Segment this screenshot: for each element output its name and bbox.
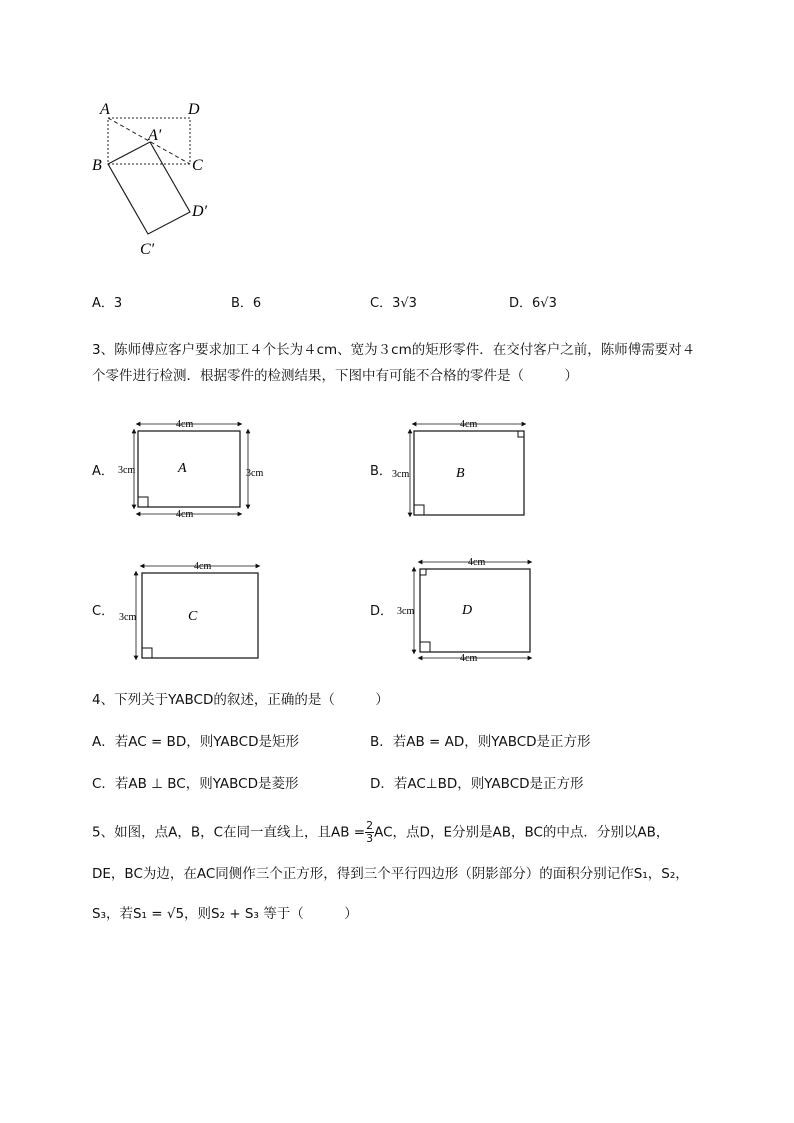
dim-left-label: 3cm: [392, 469, 410, 480]
rect-b: [414, 431, 524, 515]
q3-figure-d: [392, 552, 542, 664]
right-angle-mark-top: [420, 569, 426, 575]
label-D-prime: D′: [192, 203, 208, 220]
rect-a: [138, 431, 240, 507]
q2-option-a[interactable]: A．3: [92, 296, 123, 311]
q5-line3: S₃，若S₁ = √5，则S₂ + S₃ 等于（ ）: [92, 906, 358, 922]
rect-c: [142, 573, 258, 658]
q2-option-b[interactable]: B．6: [231, 296, 262, 311]
fig-letter-a: A: [178, 461, 187, 476]
q2-option-c-value: 3√3: [392, 296, 417, 311]
q5-line1: [92, 820, 669, 845]
label-A-prime: A′: [148, 127, 162, 144]
right-angle-mark: [142, 648, 152, 658]
dim-top-label: 4cm: [460, 419, 478, 430]
q3-figure-a: [114, 414, 274, 522]
q2-option-c-label: C．: [370, 296, 393, 311]
fraction-two-thirds: [365, 820, 374, 845]
q5-line1-part1: 5、如图，点A，B，C在同一直线上，且AB =: [92, 824, 366, 841]
right-angle-mark-top: [518, 431, 524, 437]
rect-d: [420, 569, 530, 652]
dim-top-label: 4cm: [176, 419, 194, 430]
fig-letter-d: D: [462, 603, 473, 618]
dim-left-label: 3cm: [118, 465, 136, 476]
right-angle-mark-bottom: [414, 505, 424, 515]
q3-stem-line1: 3、陈师傅应客户要求加工４个长为４cm、宽为３cm的矩形零件．在交付客户之前，陈师傅需要对４: [92, 342, 696, 358]
fraction-numerator: 2: [366, 819, 374, 832]
q5-line2: DE，BC为边，在AC同侧作三个正方形，得到三个平行四边形（阴影部分）的面积分别记作S₁，S₂，: [92, 866, 689, 882]
q4-option-b[interactable]: B．若AB = AD，则YABCD是正方形: [370, 734, 591, 750]
dim-bottom-label: 4cm: [176, 509, 194, 520]
label-A: A: [100, 101, 110, 118]
fig-letter-c: C: [188, 609, 198, 624]
q3-option-c-label[interactable]: C．: [92, 604, 115, 619]
fraction-denominator: 3: [366, 832, 374, 845]
q4-option-d[interactable]: D．若AC⊥BD，则YABCD是正方形: [370, 776, 584, 792]
dim-left-label: 3cm: [397, 606, 415, 617]
dim-top-label: 4cm: [194, 561, 212, 572]
label-C-prime: C′: [140, 241, 155, 258]
q3-option-b-label[interactable]: B．: [370, 464, 392, 479]
fig-letter-b: B: [456, 466, 465, 481]
q2-figure: [86, 96, 226, 260]
q5-line1-part2: AC，点D，E分别是AB，BC的中点．分别以AB，: [374, 824, 670, 841]
q2-option-c[interactable]: [370, 292, 417, 311]
label-D: D: [188, 101, 200, 118]
q3-figure-c: [114, 556, 274, 662]
label-B: B: [92, 157, 102, 174]
label-C: C: [192, 157, 203, 174]
q4-stem: 4、下列关于YABCD的叙述，正确的是（ ）: [92, 692, 389, 708]
q3-figure-b: [392, 414, 542, 522]
dim-top-label: 4cm: [468, 557, 486, 568]
q4-option-a[interactable]: A．若AC = BD，则YABCD是矩形: [92, 734, 299, 750]
right-angle-mark-bottom: [420, 642, 430, 652]
rotated-rectangle: [108, 142, 190, 234]
q2-option-d[interactable]: [509, 292, 557, 311]
q2-option-d-label: D．: [509, 296, 533, 311]
q3-option-d-label[interactable]: D．: [370, 604, 394, 619]
dim-bottom-label: 4cm: [460, 653, 478, 664]
q2-option-d-value: 6√3: [532, 296, 557, 311]
dim-right-label: 3cm: [246, 468, 264, 479]
right-angle-mark: [138, 497, 148, 507]
q3-option-a-label[interactable]: A．: [92, 464, 114, 479]
q4-option-c[interactable]: C．若AB ⊥ BC，则YABCD是菱形: [92, 776, 299, 792]
q3-stem-line2: 个零件进行检测．根据零件的检测结果，下图中有可能不合格的零件是（ ）: [92, 368, 578, 384]
dim-left-label: 3cm: [119, 612, 137, 623]
